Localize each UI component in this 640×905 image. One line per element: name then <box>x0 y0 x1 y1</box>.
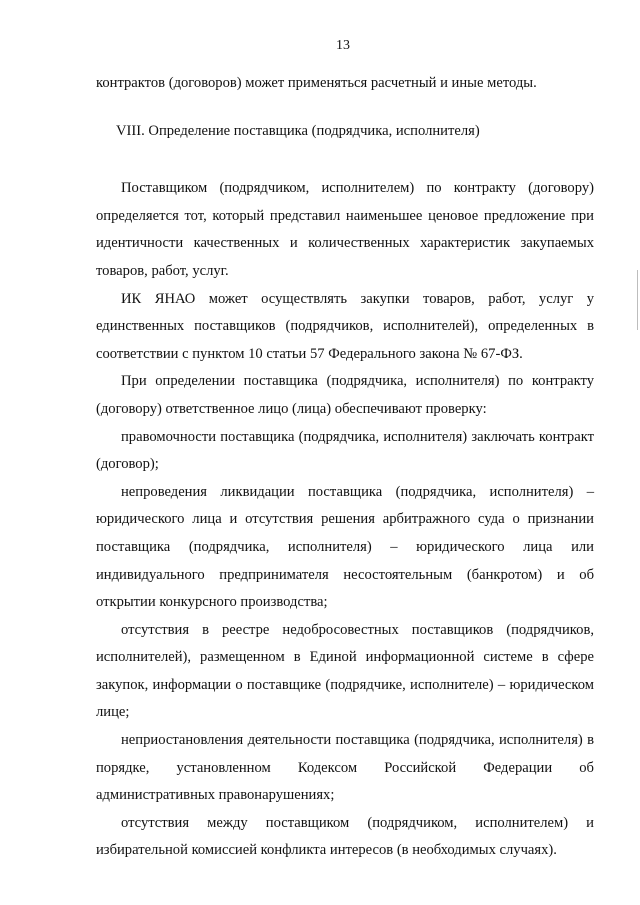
list-item-competence: правомочности поставщика (подрядчика, исполнителя) заключать контракт (договор); <box>96 428 594 473</box>
paragraph-supplier-definition: Поставщиком (подрядчиком, исполнителем) по контракту (договору) определяется тот, который представил наименьшее ценовое предложение при идентичности качественных и количественных характеристик закупаемых товаров, работ, услуг. <box>96 180 594 279</box>
continued-paragraph: контрактов (договоров) может применяться расчетный и иные методы. <box>96 75 537 91</box>
list-item-no-conflict: отсутствия между поставщиком (подрядчиком, исполнителем) и избирательной комиссией конфликта интересов (в необходимых случаях). <box>96 814 594 859</box>
list-item-no-liquidation: непроведения ликвидации поставщика (подрядчика, исполнителя) – юридического лица и отсутствия решения арбитражного суда о признании поставщика (подрядчика, исполнителя) – юридического лица или индивидуального предпринимателя несостоятельным (банкротом) и об открытии конкурсного производства; <box>96 483 594 611</box>
paragraph-single-supplier: ИК ЯНАО может осуществлять закупки товаров, работ, услуг у единственных поставщиков (подрядчиков, исполнителей), определенных в соответствии с пунктом 10 статьи 57 Федерального закона № 67-ФЗ. <box>96 290 594 362</box>
paragraph-verification-intro: При определении поставщика (подрядчика, исполнителя) по контракту (договору) ответственное лицо (лица) обеспечивают проверку: <box>96 373 594 417</box>
list-item-no-suspension: неприостановления деятельности поставщика (подрядчика, исполнителя) в порядке, установленном Кодексом Российской Федерации об административных правонарушениях; <box>96 732 594 804</box>
scan-edge-mark <box>637 270 638 330</box>
list-item-registry: отсутствия в реестре недобросовестных поставщиков (подрядчиков, исполнителей), размещенном в Единой информационной системе в сфере закупок, информации о поставщике (подрядчике, исполнителе) – юридическом лице; <box>96 621 594 721</box>
section-heading: VIII. Определение поставщика (подрядчика, исполнителя) <box>116 122 480 139</box>
document-body <box>96 70 594 865</box>
page-number: 13 <box>336 38 350 53</box>
